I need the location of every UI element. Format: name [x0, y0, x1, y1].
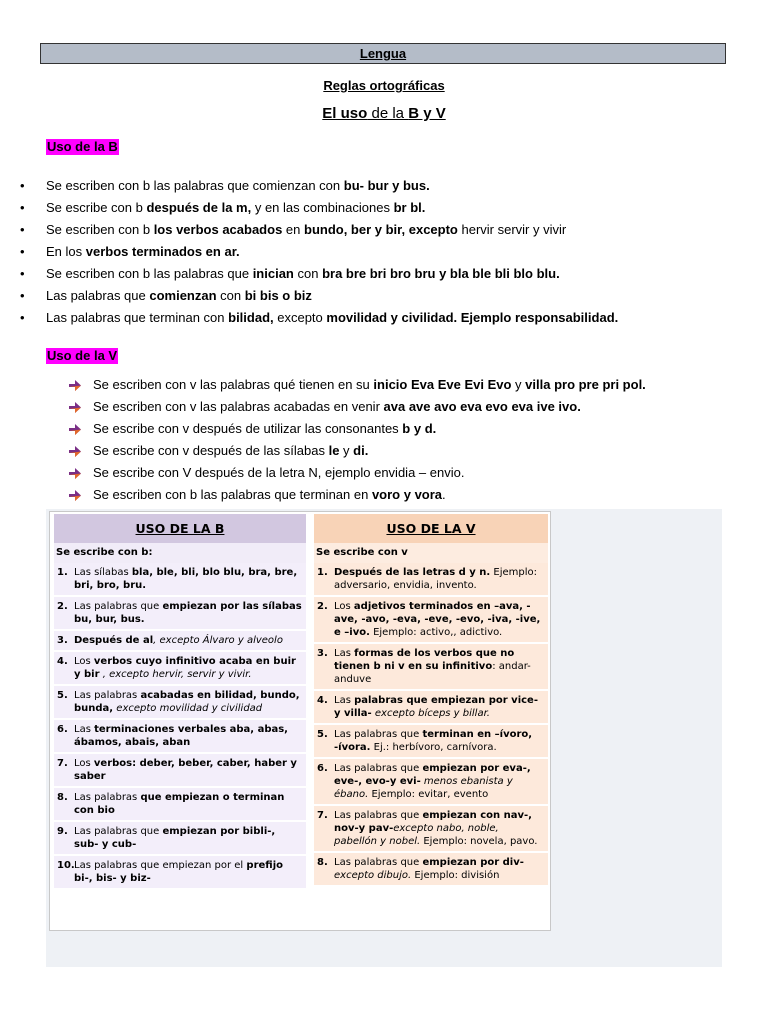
text-run: bundo, ber y bir, excepto — [304, 222, 458, 237]
item-number: 10. — [57, 860, 75, 871]
text-run: bra bre bri bro bru y bla ble bli blo blu. — [322, 266, 560, 281]
text-run: excepto bíceps y billar. — [371, 708, 490, 719]
infographic-item — [54, 856, 306, 888]
item-number: 6. — [317, 763, 328, 774]
arrow-bullet-icon — [68, 467, 82, 480]
rules-list-v — [68, 374, 748, 506]
text-run: Las palabras — [74, 690, 141, 701]
text-run: que empiezan o terminan con bio — [74, 792, 285, 816]
text-run: bilidad, — [228, 310, 274, 325]
text-run: Después de las letras d y n. — [334, 567, 491, 578]
text-run: Las palabras que — [334, 810, 423, 821]
document-title — [0, 105, 768, 122]
items-v — [314, 563, 548, 885]
item-number: 7. — [57, 758, 68, 769]
text-run: acabadas en bilidad, bundo, bunda, — [74, 690, 300, 714]
bullet-icon: • — [20, 266, 25, 281]
item-number: 1. — [317, 567, 328, 578]
infographic-item — [54, 788, 306, 820]
text-run: Ejemplo: novela, pavo. — [420, 836, 538, 847]
text-run: Se escriben con v las palabras acabadas en venir — [93, 399, 384, 414]
bullet-icon: • — [20, 244, 25, 259]
item-number: 5. — [317, 729, 328, 740]
text-run: Se escribe con v después de las sílabas — [93, 443, 329, 458]
text-run: empiezan por las sílabas bu, bur, bus. — [74, 601, 302, 625]
rule-item-v — [68, 462, 748, 484]
arrow-bullet-icon — [68, 445, 82, 458]
infographic-item — [54, 563, 306, 595]
text-run: empiezan por eva-, eve-, evo-y evi- — [334, 763, 531, 787]
text-run: Las palabras que — [334, 857, 423, 868]
text-run: b y d. — [402, 421, 437, 436]
item-number: 7. — [317, 810, 328, 821]
rule-item-b — [20, 307, 750, 329]
text-run: y — [511, 377, 526, 392]
rule-item-b — [20, 263, 750, 285]
rule-item-v — [68, 418, 748, 440]
text-run: Se escribe con V después de la letra N, ejemplo envidia – envio. — [93, 465, 465, 480]
arrow-bullet-icon — [68, 379, 82, 392]
infographic-item — [54, 631, 306, 650]
title-prefix: El uso — [322, 105, 368, 122]
text-run: excepto nabo, noble, pabellón y nobel. — [334, 823, 499, 847]
item-number: 4. — [317, 695, 328, 706]
rule-item-v — [68, 374, 748, 396]
text-run: inicio Eva Eve Evi Evo — [373, 377, 512, 392]
infographic-item — [314, 806, 548, 851]
text-run: menos ebanista y ébano. — [334, 776, 513, 800]
text-run: formas de los verbos que no tienen b ni v en su infinitivo — [334, 648, 515, 672]
text-run: Ejemplo: activo,, adictivo. — [369, 627, 503, 638]
arrow-bullet-icon — [68, 401, 82, 414]
text-run: Se escribe con v después de utilizar las consonantes — [93, 421, 403, 436]
column-intro-b: Se escribe con b: — [54, 543, 306, 563]
text-run: movilidad y civilidad. Ejemplo responsabilidad. — [326, 310, 619, 325]
text-run: Las palabras que — [334, 763, 423, 774]
text-run: empiezan con nav-, nov-y pav- — [334, 810, 532, 834]
text-run: comienzan — [149, 288, 217, 303]
bullet-icon: • — [20, 178, 25, 193]
text-run: Las — [334, 648, 355, 659]
text-run: excepto movilidad y civilidad — [113, 703, 263, 714]
rule-item-b — [20, 285, 750, 307]
text-run: . — [442, 487, 446, 502]
text-run: Los — [74, 656, 94, 667]
text-run: con — [216, 288, 245, 303]
document-subtitle: Reglas ortográficas — [323, 78, 445, 93]
text-run: Ejemplo: adversario, envidia, invento. — [334, 567, 538, 591]
text-run: Las sílabas — [74, 567, 132, 578]
bullet-icon: • — [20, 288, 25, 303]
text-run: verbos terminados en ar. — [85, 244, 240, 259]
text-run: Los — [74, 758, 94, 769]
text-run: Después de al — [74, 635, 154, 646]
text-run: En los — [46, 244, 86, 259]
infographic-item — [54, 652, 306, 684]
column-uso-b — [54, 514, 306, 890]
text-run: bla, ble, bli, blo blu, bra, bre, bri, bro, bru. — [74, 567, 298, 591]
text-run: Las — [74, 724, 95, 735]
infographic-item — [54, 597, 306, 629]
text-run: terminan en –ívoro, -ívora. — [334, 729, 533, 753]
column-heading-v: USO DE LA V — [314, 514, 548, 543]
text-run: terminaciones verbales aba, abas, ábamos, abais, aban — [74, 724, 288, 748]
column-intro-v: Se escribe con v — [314, 543, 548, 563]
rule-item-b — [20, 197, 750, 219]
text-run: después de la m, — [146, 200, 252, 215]
infographic-item — [314, 691, 548, 723]
rule-item-b — [20, 175, 750, 197]
text-run: en — [282, 222, 304, 237]
infographic-item — [54, 686, 306, 718]
text-run: Los — [334, 601, 354, 612]
infographic-item — [314, 725, 548, 757]
text-run: Se escriben con v las palabras qué tienen en su — [93, 377, 374, 392]
text-run: Se escribe con b — [46, 200, 147, 215]
infographic-item — [314, 597, 548, 642]
text-run: Ej.: herbívoro, carnívora. — [370, 742, 497, 753]
text-run: Ejemplo: evitar, evento — [368, 789, 489, 800]
text-run: y — [339, 443, 354, 458]
text-run: verbos: deber, beber, caber, haber y saber — [74, 758, 297, 782]
bullet-icon: • — [20, 200, 25, 215]
bullet-icon: • — [20, 310, 25, 325]
text-run: Las palabras que — [334, 729, 423, 740]
infographic-item — [54, 822, 306, 854]
infographic-item — [54, 720, 306, 752]
item-number: 1. — [57, 567, 68, 578]
item-number: 3. — [317, 648, 328, 659]
item-number: 8. — [57, 792, 68, 803]
rule-item-b — [20, 219, 750, 241]
text-run: Las — [334, 695, 355, 706]
text-run: Las palabras — [74, 792, 141, 803]
text-run: Las palabras que empiezan por el — [74, 860, 247, 871]
text-run: voro y vora — [371, 487, 443, 502]
infographic-item — [314, 644, 548, 689]
text-run: bi bis o biz — [244, 288, 312, 303]
item-number: 4. — [57, 656, 68, 667]
text-run: palabras que empiezan por vice- y villa- — [334, 695, 538, 719]
rule-item-v — [68, 440, 748, 462]
text-run: Se escriben con b — [46, 222, 154, 237]
rules-list-b — [20, 175, 750, 329]
item-number: 2. — [57, 601, 68, 612]
subject-title: Lengua — [359, 46, 407, 61]
infographic-image — [49, 511, 551, 931]
text-run: , excepto hervir, servir y vivir. — [99, 669, 252, 680]
item-number: 5. — [57, 690, 68, 701]
section-label-b: Uso de la B — [47, 139, 118, 154]
text-run: ava ave avo eva evo eva ive ivo. — [383, 399, 581, 414]
text-run: : andar- anduve — [334, 661, 531, 685]
text-run: Las palabras que terminan con — [46, 310, 229, 325]
infographic-item — [54, 754, 306, 786]
text-run: adjetivos terminados en –ava, -ave, -avo, -eva, -eve, -evo, -iva, -ive, e –ivo. — [334, 601, 541, 638]
text-run: verbos cuyo infinitivo acaba en buir y bir — [74, 656, 296, 680]
rule-item-v — [68, 396, 748, 418]
text-run: Se escriben con b las palabras que terminan en — [93, 487, 372, 502]
text-run: , excepto Álvaro y alveolo — [153, 635, 283, 646]
column-uso-v — [314, 514, 548, 887]
text-run: los verbos acabados — [153, 222, 283, 237]
text-run: empiezan por bibli-, sub- y cub- — [74, 826, 276, 850]
text-run: bu- bur y bus. — [343, 178, 430, 193]
text-run: le — [328, 443, 340, 458]
text-run: Se escriben con b las palabras que comienzan con — [46, 178, 344, 193]
text-run: inician — [252, 266, 294, 281]
text-run: con — [293, 266, 323, 281]
text-run: y en las combinaciones — [251, 200, 394, 215]
text-run: prefijo bi-, bis- y biz- — [74, 860, 283, 884]
section-label-v: Uso de la V — [47, 348, 118, 363]
infographic-item — [314, 759, 548, 804]
title-bold: B y V — [408, 105, 446, 122]
text-run: villa pro pre pri pol. — [525, 377, 646, 392]
infographic-item — [314, 563, 548, 595]
text-run: hervir servir y vivir — [457, 222, 567, 237]
text-run: di. — [353, 443, 369, 458]
subject-header — [40, 43, 726, 64]
text-run: Ejemplo: división — [411, 870, 500, 881]
rule-item-v — [68, 484, 748, 506]
items-b — [54, 563, 306, 888]
item-number: 3. — [57, 635, 68, 646]
title-middle: de la — [367, 105, 409, 122]
column-heading-b: USO DE LA B — [54, 514, 306, 543]
text-run: empiezan por div- — [422, 857, 524, 868]
text-run: Las palabras que — [46, 288, 150, 303]
item-number: 2. — [317, 601, 328, 612]
text-run: excepto — [273, 310, 327, 325]
text-run: br bl. — [393, 200, 426, 215]
text-run: Las palabras que — [74, 601, 163, 612]
text-run: excepto dibujo. — [334, 870, 412, 881]
item-number: 8. — [317, 857, 328, 868]
rule-item-b — [20, 241, 750, 263]
arrow-bullet-icon — [68, 489, 82, 502]
bullet-icon: • — [20, 222, 25, 237]
item-number: 6. — [57, 724, 68, 735]
text-run: Se escriben con b las palabras que — [46, 266, 253, 281]
infographic-item — [314, 853, 548, 885]
arrow-bullet-icon — [68, 423, 82, 436]
text-run: Las palabras que — [74, 826, 163, 837]
item-number: 9. — [57, 826, 68, 837]
